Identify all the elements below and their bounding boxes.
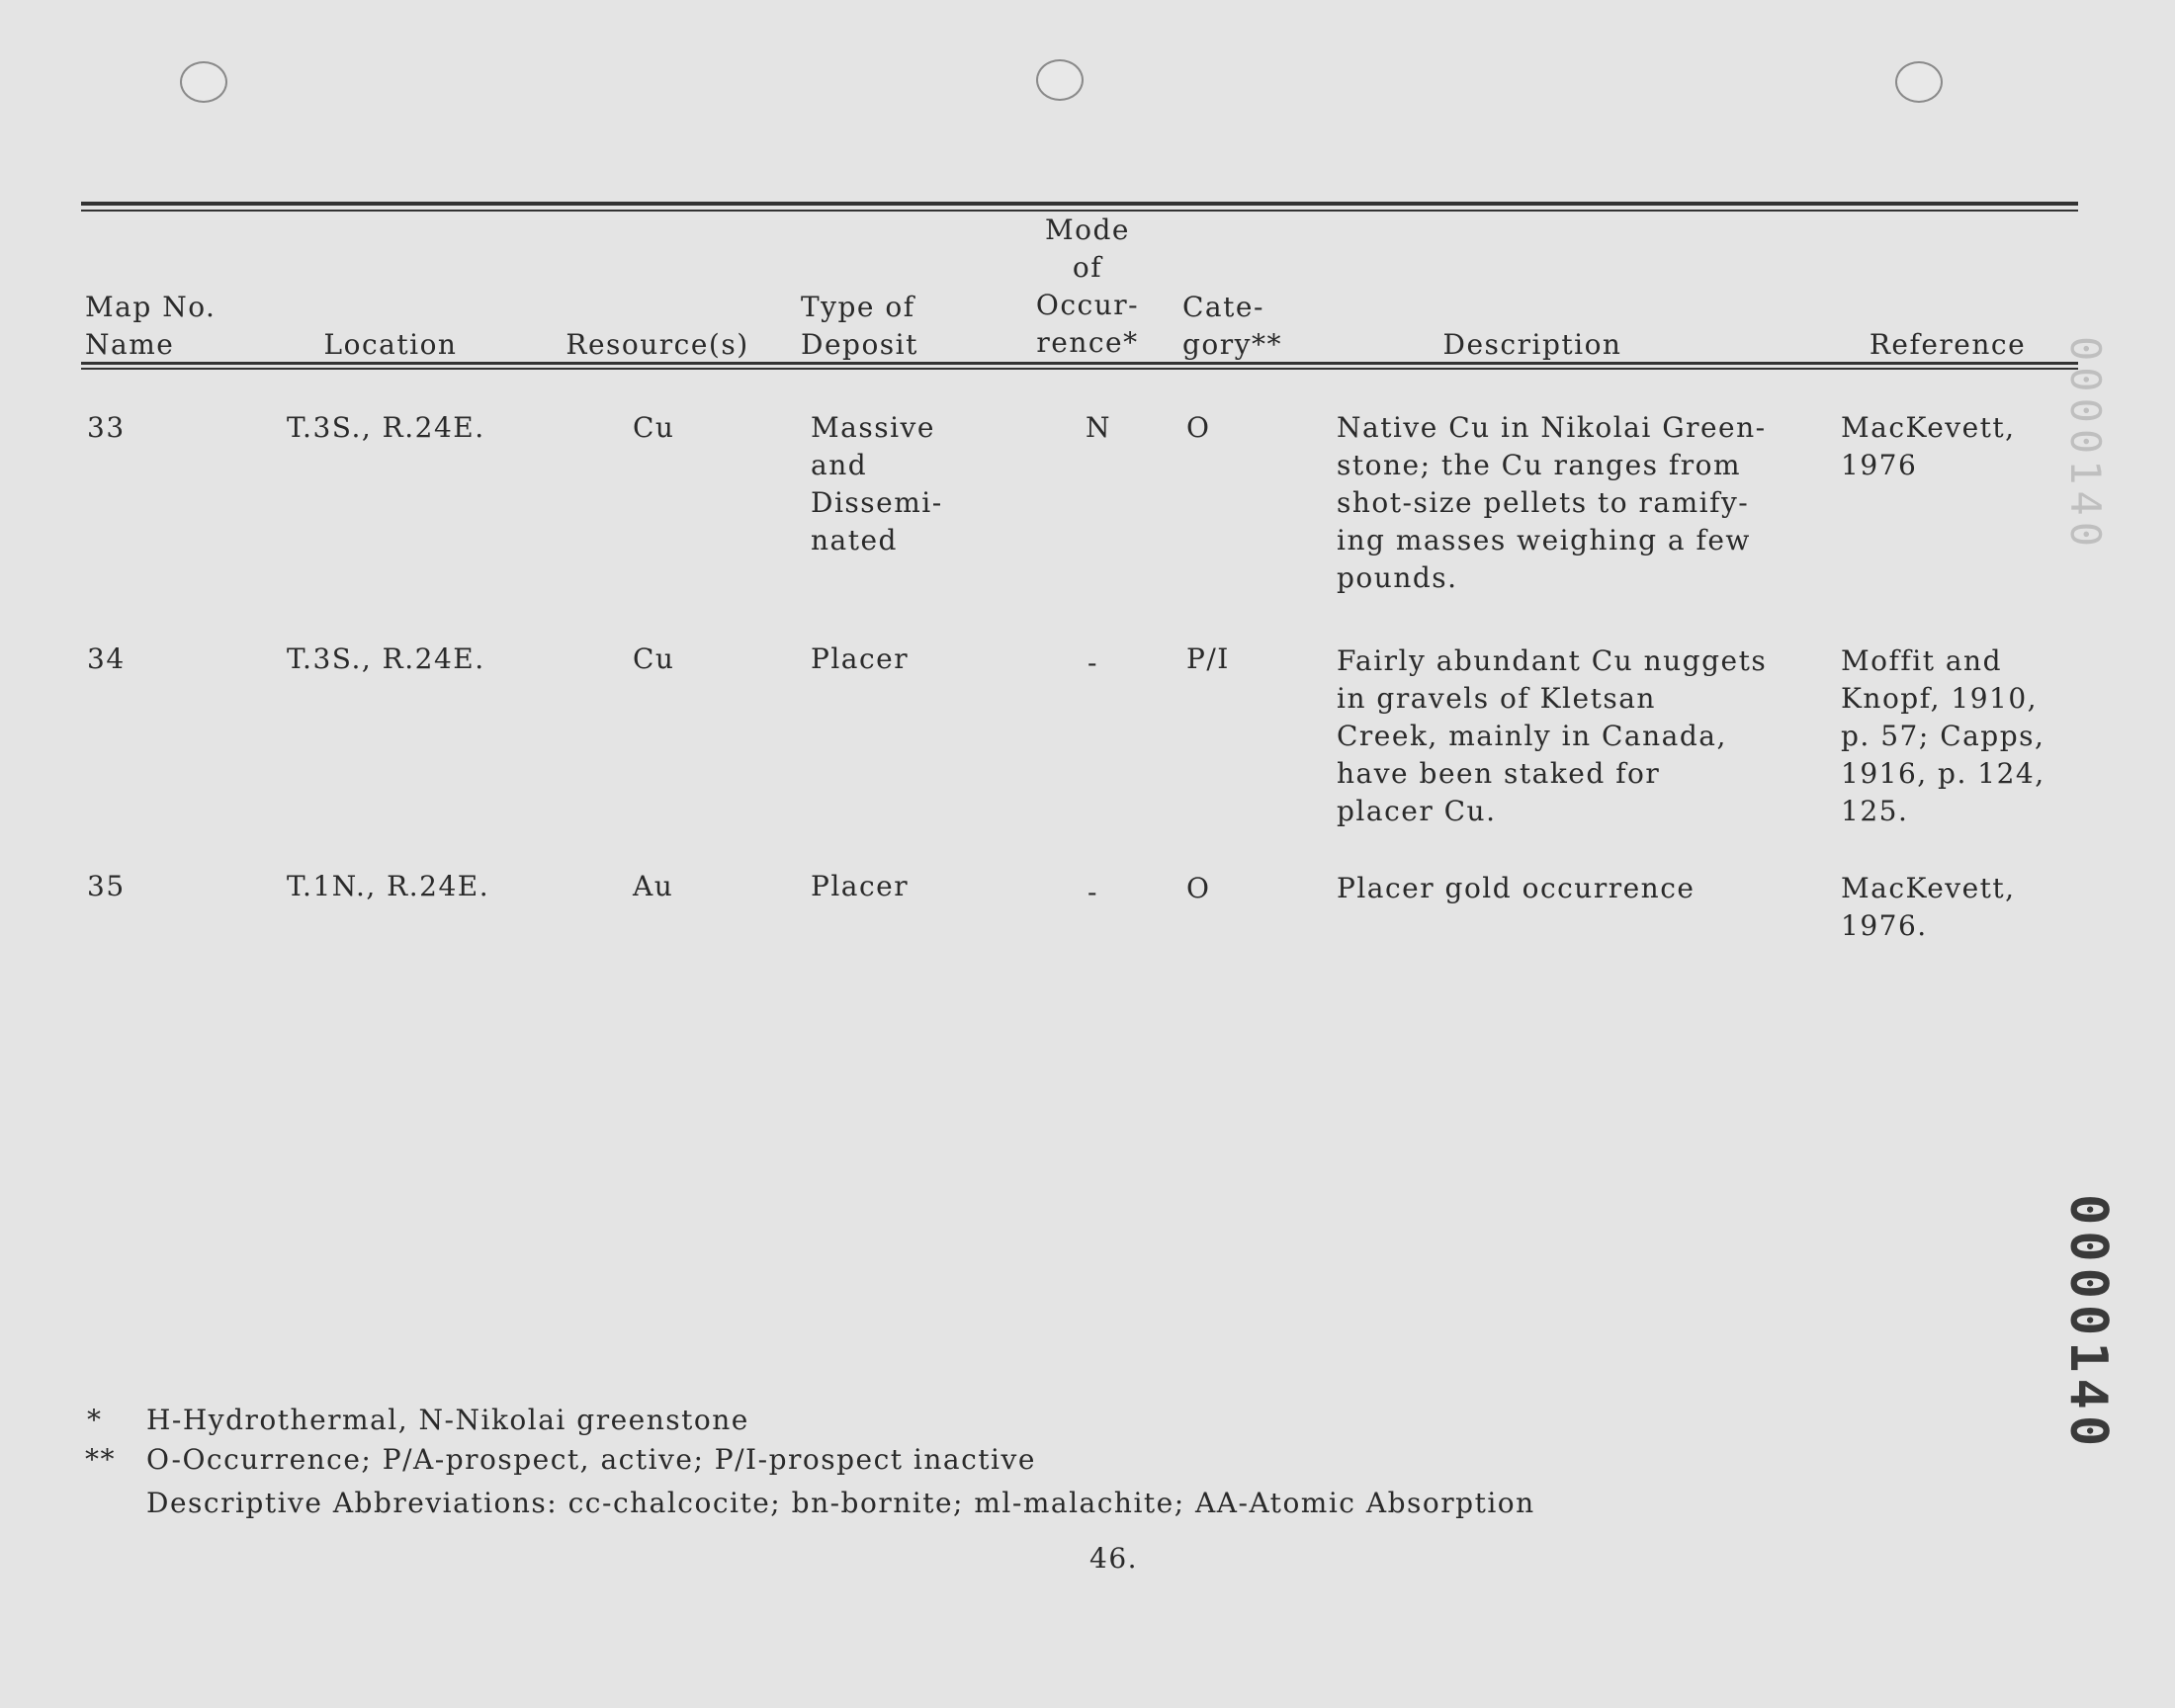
footnote-category-legend: O-Occurrence; P/A-prospect, active; P/I-prospect inactive (146, 1443, 1036, 1476)
punch-hole-center-icon (1036, 59, 1084, 101)
table-cell-category: P/I (1186, 642, 1230, 675)
footnote-double-star-mark: ** (85, 1443, 116, 1476)
table-cell-reference: Moffit and Knopf, 1910, p. 57; Capps, 1916, p. 124, 125. (1841, 644, 2045, 827)
header-map-no: Map No. Name (85, 291, 217, 361)
table-cell-type: Placer (811, 870, 910, 902)
header-mode-of-occurrence: Mode of Occur- rence* (1035, 214, 1140, 359)
header-category: Cate- gory** (1182, 291, 1282, 361)
footnote-abbreviations: Descriptive Abbreviations: cc-chalcocite; bn-bornite; ml-malachite; AA-Atomic Absorption (146, 1487, 1535, 1519)
table-cell-map-no: 34 (87, 642, 126, 675)
table-cell-map-no: 33 (87, 411, 126, 444)
header-reference: Reference (1869, 328, 2027, 361)
table-cell-location: T.3S., R.24E. (287, 642, 485, 675)
table-cell-resources: Au (633, 870, 674, 902)
table-cell-reference: MacKevett, 1976. (1841, 872, 2016, 942)
footnote-star-mark: * (87, 1404, 103, 1436)
table-cell-description: Placer gold occurrence (1337, 872, 1696, 904)
table-cell-location: T.3S., R.24E. (287, 411, 485, 444)
table-cell-type: Placer (811, 642, 910, 675)
table-cell-map-no: 35 (87, 870, 126, 902)
header-type-of-deposit: Type of Deposit (801, 291, 918, 361)
table-cell-resources: Cu (633, 642, 675, 675)
table-cell-category: O (1186, 872, 1211, 904)
table-cell-description: Fairly abundant Cu nuggets in gravels of Kletsan Creek, mainly in Canada, have been staked for placer Cu. (1337, 644, 1768, 827)
table-cell-location: T.1N., R.24E. (287, 870, 490, 902)
table-cell-mode: - (1088, 646, 1098, 679)
punch-hole-right-icon (1895, 61, 1943, 103)
table-cell-reference: MacKevett, 1976 (1841, 411, 2016, 481)
header-bottom-rule-thin (81, 368, 2078, 370)
table-cell-mode: N (1086, 411, 1111, 444)
document-id-stamp: 0000140 (2058, 1194, 2118, 1453)
table-cell-resources: Cu (633, 411, 675, 444)
header-location: Location (323, 328, 458, 361)
table-cell-mode: - (1088, 876, 1098, 908)
document-id-stamp-ghost: 0000140 (2061, 336, 2110, 554)
table-cell-description: Native Cu in Nikolai Green- stone; the Cu ranges from shot-size pellets to ramify- ing masses weighing a few pounds. (1337, 411, 1767, 594)
page-number: 46. (1089, 1542, 1139, 1575)
footnote-mode-legend: H-Hydrothermal, N-Nikolai greenstone (146, 1404, 749, 1436)
punch-hole-left-icon (180, 61, 227, 103)
header-resources: Resource(s) (566, 328, 749, 361)
header-bottom-rule (81, 362, 2078, 365)
table-cell-type: Massive and Dissemi- nated (811, 411, 943, 556)
table-cell-category: O (1186, 411, 1211, 444)
table-top-rule (81, 202, 2078, 206)
header-description: Description (1442, 328, 1622, 361)
